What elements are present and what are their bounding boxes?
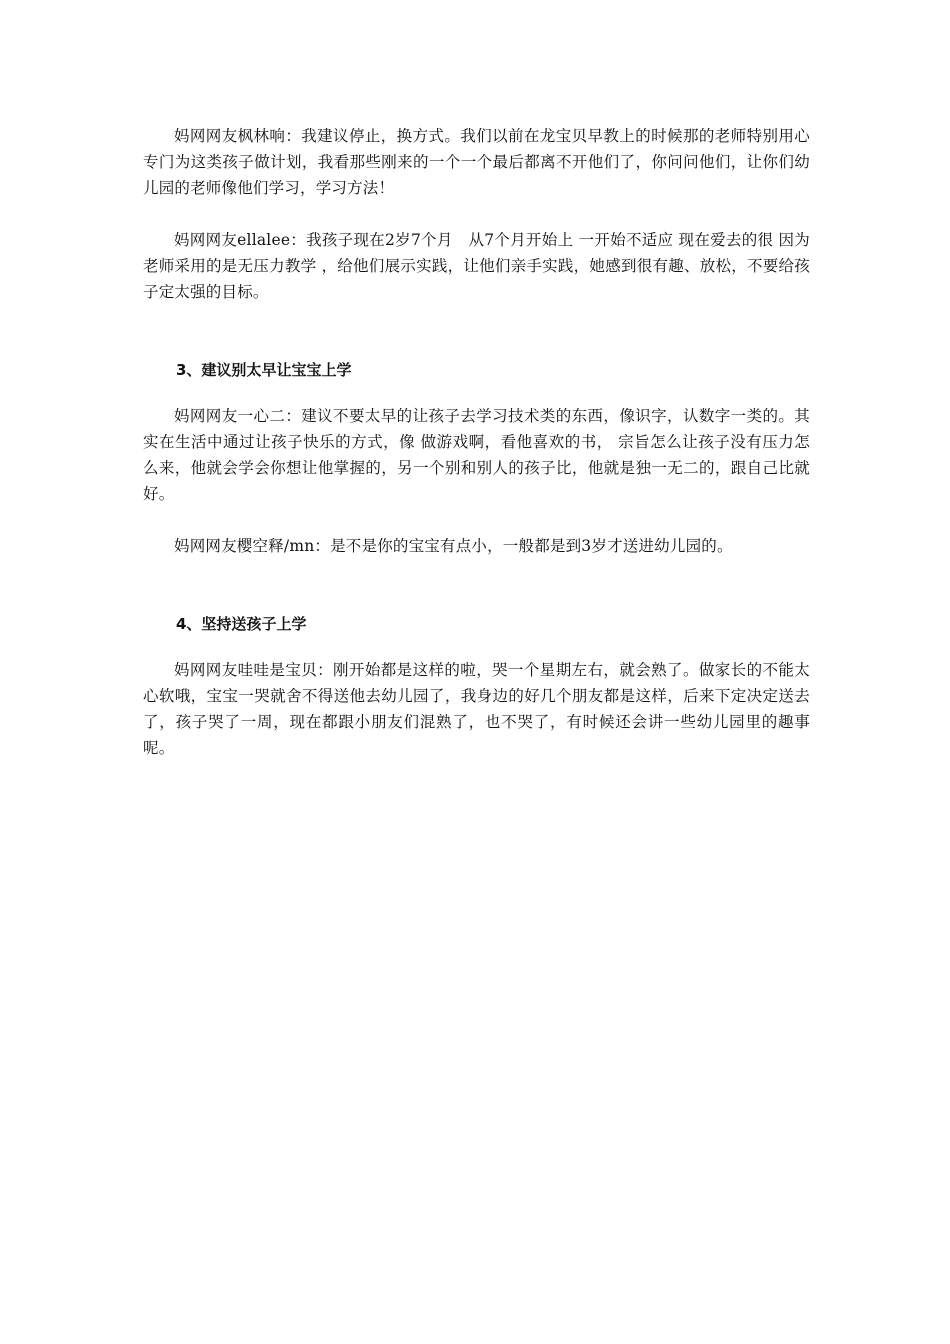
paragraph-comment-fenglinxiang: 妈网网友枫林响：我建议停止，换方式。我们以前在龙宝贝早教上的时候那的老师特别用心专门为这类孩子做计划，我看那些刚来的一个一个最后都离不开他们了，你问问他们，让你们幼儿园的老师像他们学习，学习方法！	[143, 127, 810, 197]
paragraph-comment-ellalee: 妈网网友ellalee：我孩子现在2岁7个月 从7个月开始上 一开始不适应 现在爱去的很 因为老师采用的是无压力教学 ，给他们展示实践，让他们亲手实践，她感到很有趣、放松，不要给孩子定太强的目标。	[143, 231, 810, 301]
paragraph-comment-wawashibaobei: 妈网网友哇哇是宝贝：刚开始都是这样的啦，哭一个星期左右，就会熟了。做家长的不能太心软哦，宝宝一哭就舍不得送他去幼儿园了，我身边的好几个朋友都是这样，后来下定决定送去了，孩子哭了一周，现在都跟小朋友们混熟了，也不哭了，有时候还会讲一些幼儿园里的趣事呢。	[143, 661, 810, 757]
document-page	[143, 123, 810, 761]
paragraph-comment-yixiner: 妈网网友一心二：建议不要太早的让孩子去学习技术类的东西，像识字，认数字一类的。其实在生活中通过让孩子快乐的方式，像 做游戏啊，看他喜欢的书， 宗旨怎么让孩子没有压力怎么来，他就会学会你想让他掌握的，另一个别和别人的孩子比，他就是独一无二的，跟自己比就好。	[143, 407, 810, 503]
paragraph-comment-yingkongshi: 妈网网友樱空释/mn：是不是你的宝宝有点小，一般都是到3岁才送进幼儿园的。	[174, 537, 733, 555]
section-heading-3: 3、建议别太早让宝宝上学	[176, 361, 352, 379]
section-heading-4: 4、坚持送孩子上学	[176, 615, 307, 633]
